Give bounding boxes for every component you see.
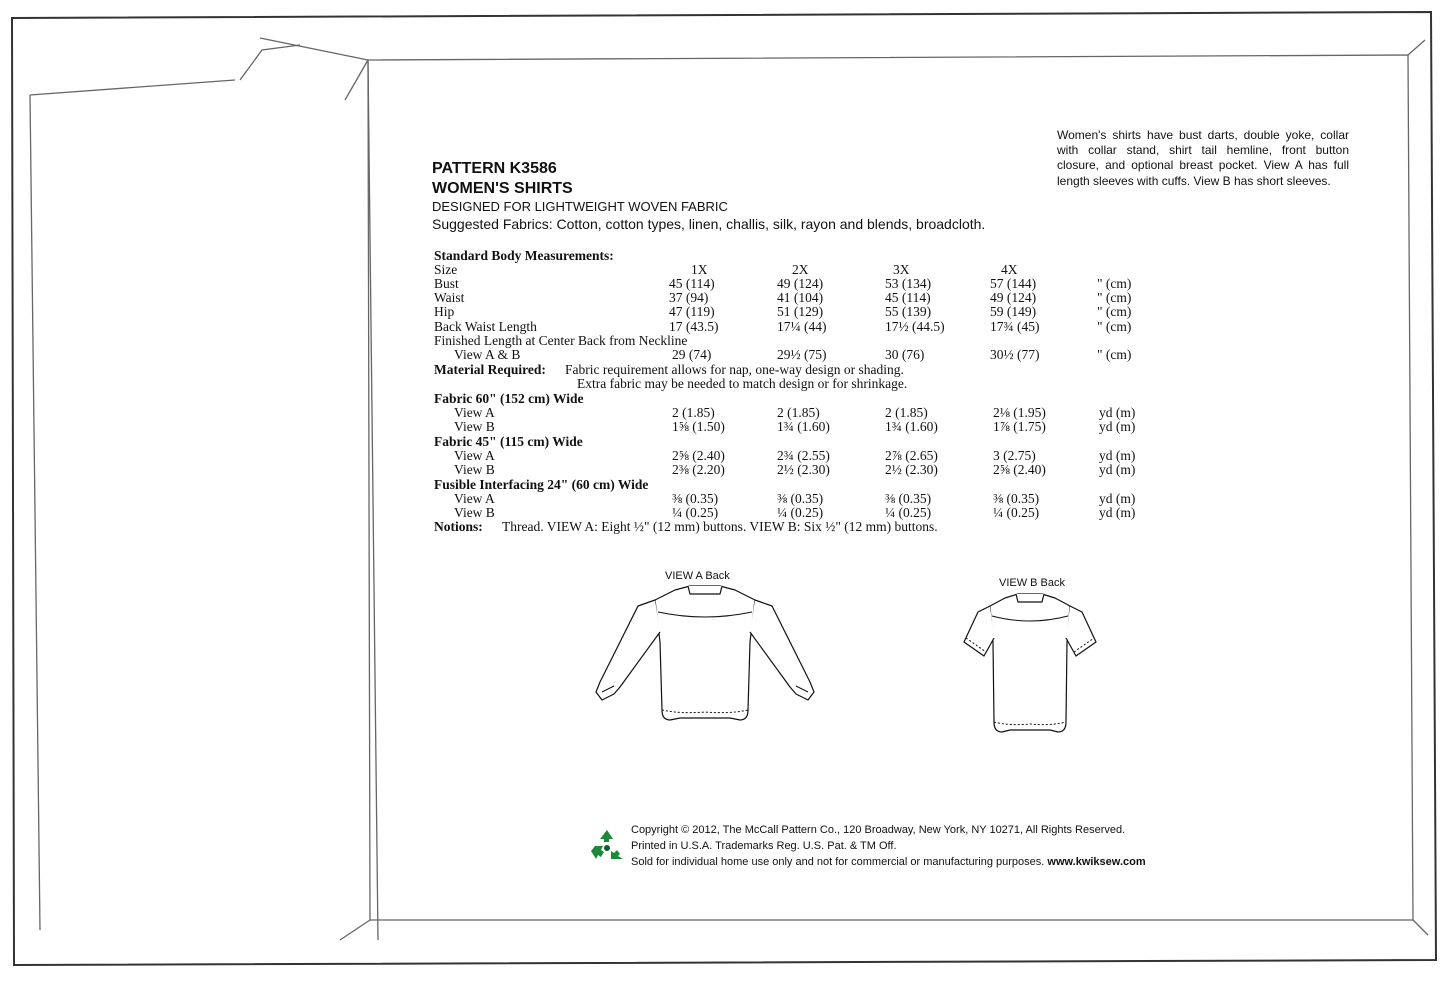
row-label: Size xyxy=(434,262,458,277)
cell: 37 (94) xyxy=(669,290,709,305)
view-a-label: VIEW A Back xyxy=(665,570,730,582)
size-2x: 2X xyxy=(792,262,809,277)
cell: 17¾ (45) xyxy=(990,319,1040,334)
cell: 41 (104) xyxy=(777,290,824,305)
pattern-number: PATTERN K3586 xyxy=(432,160,557,177)
size-1x: 1X xyxy=(691,262,708,277)
row-label: Hip xyxy=(434,304,455,319)
row-label: View A xyxy=(454,491,495,506)
row-label: View B xyxy=(454,505,495,520)
material-heading: Material Required: xyxy=(434,362,546,377)
unit: yd (m) xyxy=(1099,505,1136,520)
material-note-2: Extra fabric may be needed to match design or for shrinkage. xyxy=(577,376,908,391)
cell: 59 (149) xyxy=(990,304,1037,319)
cell: 1⅝ (1.50) xyxy=(672,419,725,434)
website-link[interactable]: www.kwiksew.com xyxy=(1047,856,1146,868)
cell: 2⅞ (2.65) xyxy=(885,448,938,463)
cell: 2½ (2.30) xyxy=(885,462,938,477)
unit: " (cm) xyxy=(1097,276,1132,291)
cell: 2⅝ (2.40) xyxy=(993,462,1046,477)
cell: ⅜ (0.35) xyxy=(777,491,824,506)
cell: 29 (74) xyxy=(672,347,712,362)
cell: ¼ (0.25) xyxy=(672,505,719,520)
unit: " (cm) xyxy=(1097,319,1132,334)
cell: 55 (139) xyxy=(885,304,932,319)
row-label: View A & B xyxy=(454,347,521,362)
suggested-fabrics: Suggested Fabrics: Cotton, cotton types, linen, challis, silk, rayon and blends, broadcloth. xyxy=(432,216,986,232)
printed-line: Printed in U.S.A. Trademarks Reg. U.S. Pat. & TM Off. xyxy=(631,840,897,852)
unit: yd (m) xyxy=(1099,448,1136,463)
unit: " (cm) xyxy=(1097,347,1132,362)
pattern-name: WOMEN'S SHIRTS xyxy=(432,180,573,197)
cell: 29½ (75) xyxy=(777,347,827,362)
row-label: View A xyxy=(454,405,495,420)
row-label: View A xyxy=(454,448,495,463)
cell: 1⅞ (1.75) xyxy=(993,419,1046,434)
cell: ⅜ (0.35) xyxy=(672,491,719,506)
cell: ¼ (0.25) xyxy=(777,505,824,520)
finished-length-heading: Finished Length at Center Back from Neckline xyxy=(434,333,688,348)
cell: 49 (124) xyxy=(777,276,824,291)
size-4x: 4X xyxy=(1001,262,1018,277)
cell: ⅜ (0.35) xyxy=(885,491,932,506)
row-label: Bust xyxy=(434,276,459,291)
cell: ¼ (0.25) xyxy=(993,505,1040,520)
cell: 17¼ (44) xyxy=(777,319,827,334)
designed-for: DESIGNED FOR LIGHTWEIGHT WOVEN FABRIC xyxy=(432,199,728,214)
view-b-label: VIEW B Back xyxy=(999,577,1066,589)
row-label: View B xyxy=(454,462,495,477)
unit: " (cm) xyxy=(1097,290,1132,305)
unit: yd (m) xyxy=(1099,462,1136,477)
cell: ¼ (0.25) xyxy=(885,505,932,520)
notions-text: Thread. VIEW A: Eight ½" (12 mm) buttons. VIEW B: Six ½" (12 mm) buttons. xyxy=(502,519,938,534)
recycle-icon xyxy=(590,828,624,862)
size-3x: 3X xyxy=(893,262,910,277)
cell: 2 (1.85) xyxy=(885,405,928,420)
cell: ⅜ (0.35) xyxy=(993,491,1040,506)
cell: 57 (144) xyxy=(990,276,1037,291)
cell: 45 (114) xyxy=(669,276,715,291)
cell: 17 (43.5) xyxy=(669,319,719,334)
view-a-shirt-illustration xyxy=(590,582,820,732)
cell: 49 (124) xyxy=(990,290,1037,305)
cell: 53 (134) xyxy=(885,276,932,291)
cell: 1¾ (1.60) xyxy=(777,419,830,434)
unit: " (cm) xyxy=(1097,304,1132,319)
usage-line xyxy=(631,854,1146,870)
unit: yd (m) xyxy=(1099,491,1136,506)
copyright-line: Copyright © 2012, The McCall Pattern Co., 120 Broadway, New York, NY 10271, All Rights Reserved. xyxy=(631,824,1126,836)
cell: 51 (129) xyxy=(777,304,824,319)
fabric-60-heading: Fabric 60" (152 cm) Wide xyxy=(434,391,584,406)
interfacing-heading: Fusible Interfacing 24" (60 cm) Wide xyxy=(434,477,649,492)
measurements-heading: Standard Body Measurements: xyxy=(434,248,614,263)
cell: 2½ (2.30) xyxy=(777,462,830,477)
view-b-shirt-illustration xyxy=(960,590,1100,740)
usage-text: Sold for individual home use only and not for commercial or manufacturing purposes. xyxy=(631,856,1045,868)
fabric-45-heading: Fabric 45" (115 cm) Wide xyxy=(434,434,583,449)
row-label: Back Waist Length xyxy=(434,319,537,334)
notions-heading: Notions: xyxy=(434,519,483,534)
cell: 1¾ (1.60) xyxy=(885,419,938,434)
cell: 30 (76) xyxy=(885,347,925,362)
pattern-description: Women's shirts have bust darts, double yoke, collar with collar stand, shirt tail hemline, front button closure, and optional breast pocket. View A has full length sleeves with cuffs. View B has short sleeves. xyxy=(1057,128,1349,188)
unit: yd (m) xyxy=(1099,405,1136,420)
cell: 17½ (44.5) xyxy=(885,319,945,334)
cell: 3 (2.75) xyxy=(993,448,1036,463)
material-note-1: Fabric requirement allows for nap, one-way design or shading. xyxy=(565,362,904,377)
cell: 2⅛ (1.95) xyxy=(993,405,1046,420)
cell: 2 (1.85) xyxy=(672,405,715,420)
cell: 2¾ (2.55) xyxy=(777,448,830,463)
copyright-block xyxy=(631,822,1146,870)
cell: 2⅜ (2.20) xyxy=(672,462,725,477)
cell: 47 (119) xyxy=(669,304,715,319)
cell: 45 (114) xyxy=(885,290,931,305)
cell: 30½ (77) xyxy=(990,347,1040,362)
row-label: View B xyxy=(454,419,495,434)
cell: 2 (1.85) xyxy=(777,405,820,420)
unit: yd (m) xyxy=(1099,419,1136,434)
row-label: Waist xyxy=(434,290,465,305)
cell: 2⅝ (2.40) xyxy=(672,448,725,463)
